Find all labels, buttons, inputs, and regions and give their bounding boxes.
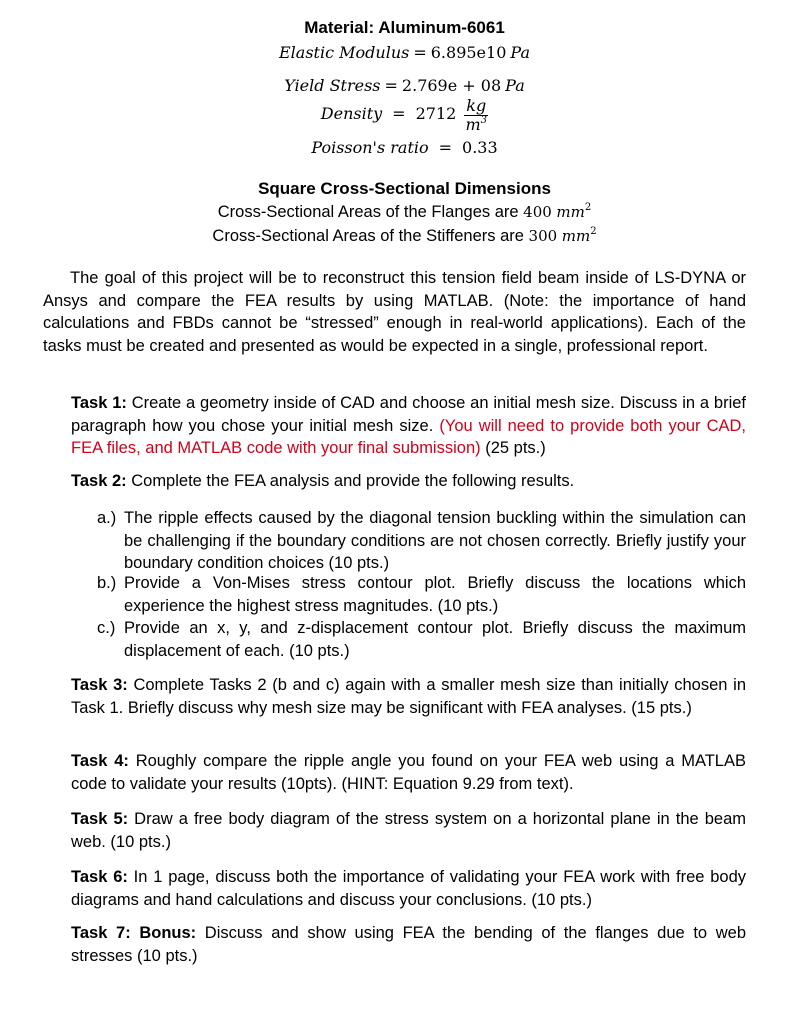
yield-stress-value: 2.769e + 08 [401, 76, 502, 95]
density-label: Density [320, 104, 383, 124]
yield-stress-equation [0, 76, 809, 96]
density-unit-fraction [464, 97, 488, 134]
stiffeners-area-text: Cross-Sectional Areas of the Stiffeners are [212, 227, 524, 245]
task-text: Draw a free body diagram of the stress system on a horizontal plane in the beam web. (10 pts.) [71, 810, 747, 851]
stiffeners-area-line [0, 227, 809, 246]
equals-sign: = [384, 76, 398, 95]
elastic-modulus-label: Elastic Modulus [279, 43, 410, 62]
task-label: Task 5: [71, 810, 129, 828]
stiffeners-area-value: 300 [528, 227, 558, 245]
unit-exponent: 2 [584, 202, 592, 213]
unit-base: mm [556, 203, 585, 221]
stiffeners-area-unit [562, 227, 597, 245]
elastic-modulus-value: 6.895e10 [430, 43, 507, 62]
task-7 [71, 922, 746, 967]
task-text: Create a geometry inside of CAD and choose an initial mesh size. Discuss in a brief paragraph how you chose your initial mesh size. [71, 394, 746, 435]
task-5 [71, 808, 746, 853]
task-text: Roughly compare the ripple angle you found on your FEA web using a MATLAB code to validate your results (10pts). (HINT: Equation 9.29 from text). [71, 752, 746, 793]
unit-base: mm [561, 227, 591, 245]
task-text: Complete the FEA analysis and provide the following results. [126, 472, 575, 490]
list-marker: c.) [97, 619, 116, 637]
dimensions-title: Square Cross-Sectional Dimensions [258, 179, 551, 198]
task-6 [71, 866, 746, 911]
flanges-area-unit [556, 203, 591, 221]
list-marker: a.) [97, 509, 117, 527]
unit-exponent: 2 [590, 226, 597, 237]
task-label: Task 7: Bonus: [71, 924, 197, 942]
flanges-area-text: Cross-Sectional Areas of the Flanges are [217, 203, 519, 221]
density-unit-denominator [464, 116, 488, 134]
elastic-modulus-equation [0, 43, 809, 63]
yield-stress-unit: Pa [505, 76, 525, 95]
poisson-ratio-equation [0, 138, 809, 158]
flanges-area-value: 400 [523, 203, 552, 221]
elastic-modulus-unit: Pa [510, 43, 530, 62]
task-label: Task 1: [71, 394, 127, 412]
task-2-item-a [97, 507, 746, 575]
list-item-text: Provide a Von-Mises stress contour plot. Briefly discuss the locations which experience the highest stress magnitudes. (10 pts.) [124, 574, 746, 615]
list-item-text: Provide an x, y, and z-displacement contour plot. Briefly discuss the maximum displacement of each. (10 pts.) [124, 619, 746, 660]
task-text: Discuss and show using FEA the bending of the flanges due to web stresses (10 pts.) [71, 924, 746, 965]
density-unit-exponent: 3 [480, 115, 488, 126]
equals-sign: = [392, 104, 406, 124]
poisson-ratio-value: 0.33 [462, 138, 498, 157]
task-label: Task 6: [71, 868, 128, 886]
task-4 [71, 750, 746, 795]
flanges-area-line [0, 203, 809, 222]
density-value: 2712 [415, 104, 457, 124]
density-unit-base: m [465, 115, 481, 134]
task-1 [71, 392, 746, 460]
density-unit-numerator: kg [466, 96, 487, 115]
task-label: Task 3: [71, 676, 128, 694]
density-equation [0, 97, 809, 134]
equals-sign: = [438, 138, 453, 157]
yield-stress-label: Yield Stress [284, 76, 381, 95]
poisson-ratio-label: Poisson's ratio [311, 138, 429, 157]
equals-sign: = [413, 43, 427, 62]
task-text: Complete Tasks 2 (b and c) again with a smaller mesh size than initially chosen in Task 1. Briefly discuss why mesh size may be significant with FEA analyses. (15 pts.) [71, 676, 747, 717]
task-points: (25 pts.) [480, 439, 546, 458]
task-text: In 1 page, discuss both the importance of validating your FEA work with free body diagrams and hand calculations and discuss your conclusions. (10 pts.) [71, 868, 747, 909]
task-1-red-note: (You will need to provide both your CAD, FEA files, and MATLAB code with your final submission) [71, 416, 746, 458]
task-2-item-b [97, 572, 746, 617]
material-title: Material: Aluminum-6061 [304, 18, 505, 37]
task-2-item-c [97, 617, 746, 662]
task-3 [71, 674, 746, 719]
list-item-text: The ripple effects caused by the diagonal tension buckling within the simulation can be challenging if the boundary conditions are not chosen correctly. Briefly justify your boundary condition choices (10 pts.) [124, 509, 746, 573]
task-label: Task 4: [71, 752, 129, 770]
list-marker: b.) [97, 574, 117, 592]
task-2 [71, 470, 746, 493]
intro-paragraph: The goal of this project will be to reconstruct this tension field beam inside of LS-DYNA or Ansys and compare the FEA results by using MATLAB. (Note: the importance of hand calculations and FBDs cannot be “stressed” enough in real-world applications). Each of the tasks must be created and presented as would be expected in a single, professional report. [43, 269, 746, 355]
task-label: Task 2: [71, 472, 127, 490]
